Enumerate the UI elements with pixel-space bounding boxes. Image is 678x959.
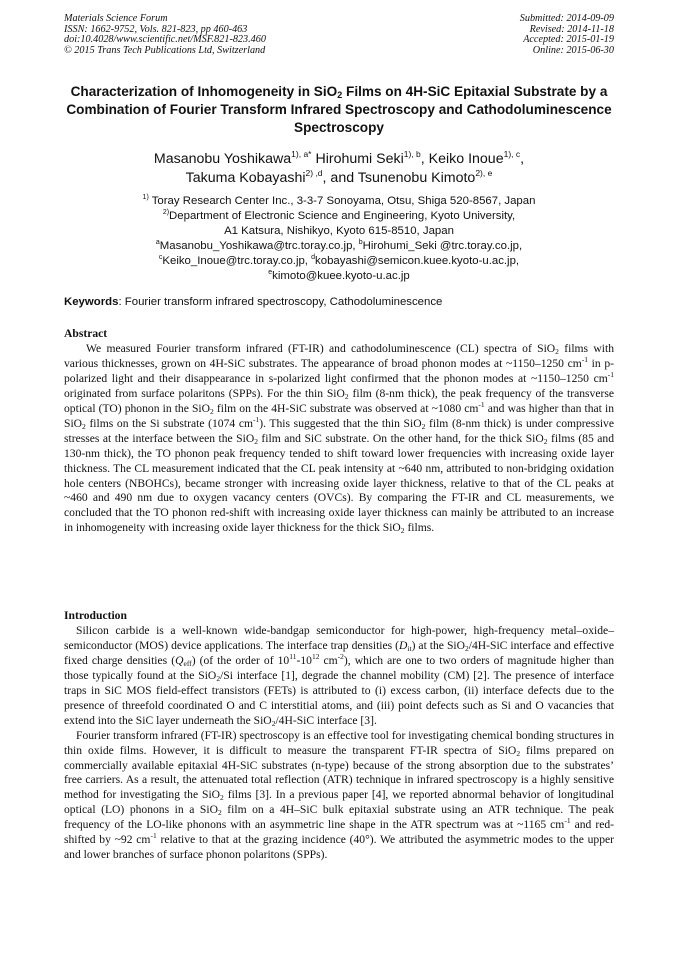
journal-doi: doi:10.4028/www.scientific.net/MSF.821-823.460 — [64, 34, 266, 46]
introduction-paragraph-1: Silicon carbide is a well-known wide-bandgap semiconductor for high-power, high-frequency metal–oxide–semiconductor (MOS) device applications. The interface trap densities $(D_{it})$ at the SiO$_2$/4H-SiC interface and effective fixed charge densities $(Q_{eff})$ (of the order of $10^{11}-10^{12}$ $cm^{-2}$), which are one to two orders of magnitude higher than those typically found at the SiO$_2$/Si interface [1], degrade the channel mobility (CM) [2]. The presence of interface traps in SiC MOS field-effect transistors (FETs) is attributed to (i) excess carbon, (ii) interface defects due to the presence of threefold coordinated O and C interstitial atoms, and (iii) point defects such as Si and O vacancies that extend into the SiC layer underneath the SiO$_2$/4H-SiC interface [3]. — [64, 623, 615, 728]
author-name: Masanobu Yoshikawa — [153, 151, 292, 167]
date-online: Online: 2015-06-30 — [532, 44, 614, 56]
journal-copyright: © 2015 Trans Tech Publications Ltd, Switzerland — [64, 44, 266, 56]
journal-header-right — [520, 14, 614, 56]
author-name: , Keiko Inoue — [420, 151, 504, 167]
abstract-text: We measured Fourier transform infrared (FT-IR) and cathodoluminescence (CL) spectra of SiO$_2$ films with various thicknesses, grown on 4H-SiC substrates. The appearance of broad phonon modes at ~1150–1250 $cm^{-1}$ in p-polarized light and their disappearance in s-polarized light confirmed that the phonon modes at ~1150–1250 $cm^{-1}$ originated from surface polaritons (SPPs). For the thin SiO$_2$ film (8-nm thick), the peak frequency of the transverse optical (TO) phonon in the SiO$_2$ film on the 4H-SiC substrate was observed at ~1080 $cm^{-1}$ and was higher than that in SiO$_2$ films on the Si substrate (1074 $cm^{-1}$). This suggested that the thin SiO$_2$ film (8-nm thick) is under compressive stresses at the interface between the SiO$_2$ film and SiC substrate. On the other hand, for the thick SiO$_2$ films (85 and 130-nm thick), the TO phonon peak frequency tended to shift toward lower frequencies with increasing oxide layer thickness. The CL measurement indicated that the CL peak intensity at ~640 nm, attributed to non-bridging oxidation hole centers (NBOHCs), became stronger with increasing oxide layer thickness, relative to that of the CL peaks at ~460 and 490 nm due to oxygen vacancy centers (OVCs). By comparing the FT-IR and CL measurements, we concluded that the TO phonon red-shift with increasing oxide layer thickness can mainly be attributed to an increase in inhomogeneity with increasing oxide layer thickness for the thick SiO$_2$ films. — [64, 341, 614, 536]
affiliation-line: $^{2)}$Department of Electronic Science and Engineering, Kyoto University, — [162, 208, 516, 222]
date-submitted: Submitted: 2014-09-09 — [519, 13, 614, 24]
keywords-text: : Fourier transform infrared spectroscopy, Cathodoluminescence — [118, 296, 443, 308]
author-list: Masanobu Yoshikawa$^{1), a*}$ Hirohumi Seki$^{1), b}$, Keiko Inoue$^{1), c}$, Takuma Kobayashi$^{2) ,d}$, and Tsunenobu Kimoto$^{2), e}$ — [153, 149, 525, 186]
affiliations — [40, 194, 638, 283]
date-revised: Revised: 2014-11-18 — [529, 23, 614, 35]
email-line: $^a$Masanobu_Yoshikawa@trc.toray.co.jp, $^b$Hirohumi_Seki @trc.toray.co.jp, — [155, 238, 523, 252]
paper-title: Characterization of Inhomogeneity in SiO$_2$ Films on 4H-SiC Epitaxial Substrate by a Combination of Fourier Transform Infrared Spectroscopy and Cathodoluminescence Spectroscopy — [66, 84, 612, 135]
introduction-paragraph-2: Fourier transform infrared (FT-IR) spectroscopy is an effective tool for investigating chemical bonding structures in thin oxide films. However, it is difficult to measure the transparent FT-IR spectra of SiO$_2$ films prepared on commercially available epitaxial 4H-SiC substrates (n-type) because of the strong absorption due to the substrates’ free carriers. As a result, the attenuated total reflection (ATR) technique in infrared spectroscopy is a highly sensitive method for investigating the SiO$_2$ films [3]. In a previous paper [4], we reported abnormal behavior of longitudinal optical (LO) phonons in a SiO$_2$ film on a 4H–SiC bulk epitaxial substrate using an ATR technique. The peak frequency of the LO-like phonons with an asymmetric line shape in the ATR spectrum was at ~1165 $cm^{-1}$ and red-shifted by ~92 $cm^{-1}$ relative to that at the grazing incidence (40°). We attributed the asymmetric modes to the upper and lower branches of surface phonon polaritons (SPPs). — [64, 728, 615, 862]
author-name: Hirohumi Seki — [311, 151, 404, 167]
journal-name: Materials Science Forum — [64, 13, 168, 24]
introduction-section — [64, 609, 614, 863]
author-name: , and Tsunenobu Kimoto — [322, 170, 476, 186]
journal-header-left — [64, 14, 266, 56]
affiliation-line: A1 Katsura, Nishikyo, Kyoto 615-8510, Japan — [224, 224, 454, 237]
keywords — [64, 296, 624, 308]
introduction-heading: Introduction — [64, 609, 127, 622]
date-accepted: Accepted: 2015-01-19 — [523, 34, 614, 46]
email-line: $^e$kimoto@kuee.kyoto-u.ac.jp — [268, 268, 410, 282]
email-line: $^c$Keiko_Inoue@trc.toray.co.jp, $^d$kobayashi@semicon.kuee.kyoto-u.ac.jp, — [158, 253, 520, 267]
affiliation-line: $^{1)}$ Toray Research Center Inc., 3-3-7 Sonoyama, Otsu, Shiga 520-8567, Japan — [142, 194, 536, 207]
journal-issn: ISSN: 1662-9752, Vols. 821-823, pp 460-463 — [64, 23, 248, 35]
keywords-label: Keywords — [64, 296, 119, 308]
author-name: Takuma Kobayashi — [185, 170, 306, 186]
abstract-heading: Abstract — [64, 327, 108, 340]
abstract-section — [64, 327, 614, 536]
